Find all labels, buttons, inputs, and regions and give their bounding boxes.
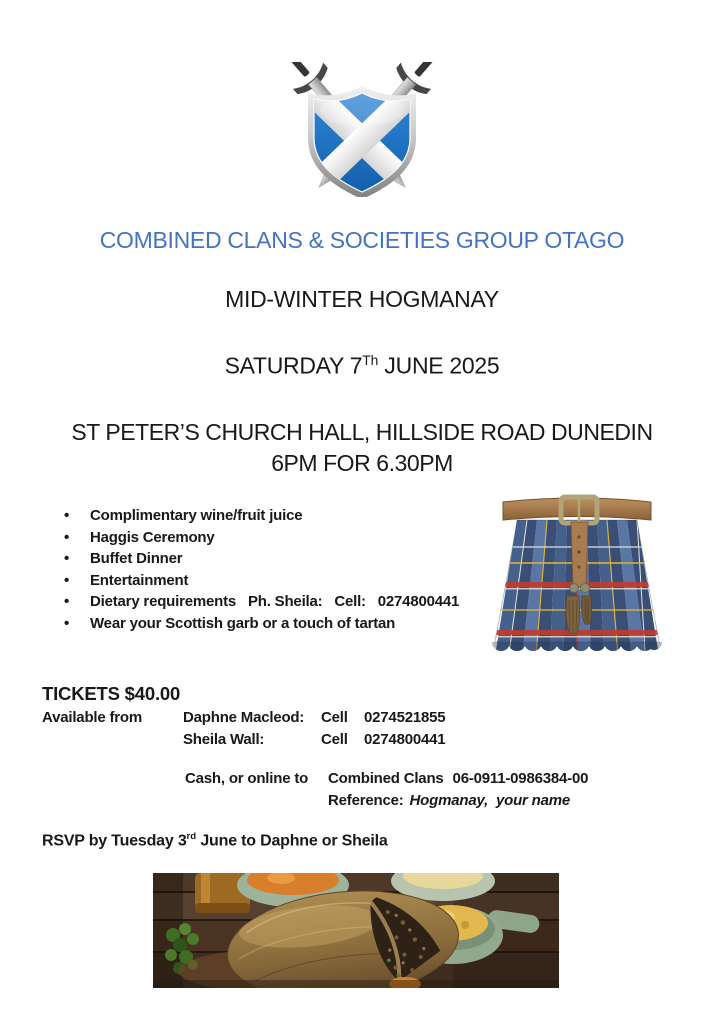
rsvp-superscript: rd	[186, 831, 197, 842]
payment-reference-line	[328, 790, 588, 812]
contact-name: Daphne Macleod:	[183, 709, 305, 726]
contact-name: Sheila Wall:	[183, 730, 265, 748]
rsvp-line: RSVP by Tuesday 3rd June to Daphne or Sheila	[42, 831, 388, 850]
feature-text: Dietary requirements Ph. Sheila: Cell: 0274800441	[90, 593, 460, 611]
feature-text: Buffet Dinner	[90, 550, 183, 568]
feature-item	[64, 591, 459, 613]
reference-value: Hogmanay, your name	[409, 791, 571, 809]
payee-name: Combined Clans	[328, 770, 444, 787]
bullet-glyph: •	[64, 571, 70, 589]
contact-number: 0274800441	[364, 730, 446, 748]
venue-line-2: 6PM FOR 6.30PM	[271, 450, 453, 476]
haggis-dinner-image	[153, 873, 559, 988]
feature-item	[64, 570, 459, 592]
metal-ornament	[570, 584, 579, 593]
payment-account-line	[328, 768, 588, 790]
available-from-label: Available from	[42, 709, 143, 726]
tickets-heading: TICKETS $40.00	[42, 683, 181, 704]
feature-item	[64, 548, 459, 570]
feature-item	[64, 505, 459, 527]
bullet-glyph: •	[64, 528, 70, 546]
feature-text: Haggis Ceremony	[90, 528, 215, 546]
venue-line-1: ST PETER’S CHURCH HALL, HILLSIDE ROAD DUNEDIN	[71, 419, 653, 445]
event-title: MID-WINTER HOGMANAY	[225, 286, 499, 312]
organisation-title: COMBINED CLANS & SOCIETIES GROUP OTAGO	[99, 227, 625, 253]
bullet-glyph: •	[64, 507, 70, 524]
leather-belt	[503, 498, 651, 520]
contacts-table	[42, 707, 445, 750]
payment-block	[185, 768, 588, 812]
date-superscript: Th	[362, 353, 379, 368]
feature-text: Entertainment	[90, 571, 189, 589]
bullet-glyph: •	[64, 550, 70, 568]
event-date: SATURDAY 7Th JUNE 2025	[224, 352, 500, 379]
cell-label: Cell	[321, 730, 348, 748]
bullet-glyph: •	[64, 614, 70, 632]
contact-number: 0274521855	[364, 709, 446, 726]
bullet-glyph: •	[64, 593, 70, 611]
venue-block	[0, 417, 724, 479]
feature-item	[64, 613, 459, 635]
reference-label: Reference:	[328, 791, 404, 809]
payment-method-label: Cash, or online to	[185, 770, 309, 787]
feature-text: Wear your Scottish garb or a touch of tartan	[90, 614, 396, 632]
feature-text: Complimentary wine/fruit juice	[90, 507, 303, 524]
account-number: 06-0911-0986384-00	[452, 770, 589, 787]
saltire-shield-crossed-swords-icon	[266, 62, 458, 197]
cell-label: Cell	[321, 709, 348, 726]
hanging-strap	[571, 522, 588, 587]
feature-list	[64, 505, 459, 635]
feature-item	[64, 527, 459, 549]
kilt-image	[487, 492, 667, 678]
metal-ornament	[581, 584, 590, 593]
